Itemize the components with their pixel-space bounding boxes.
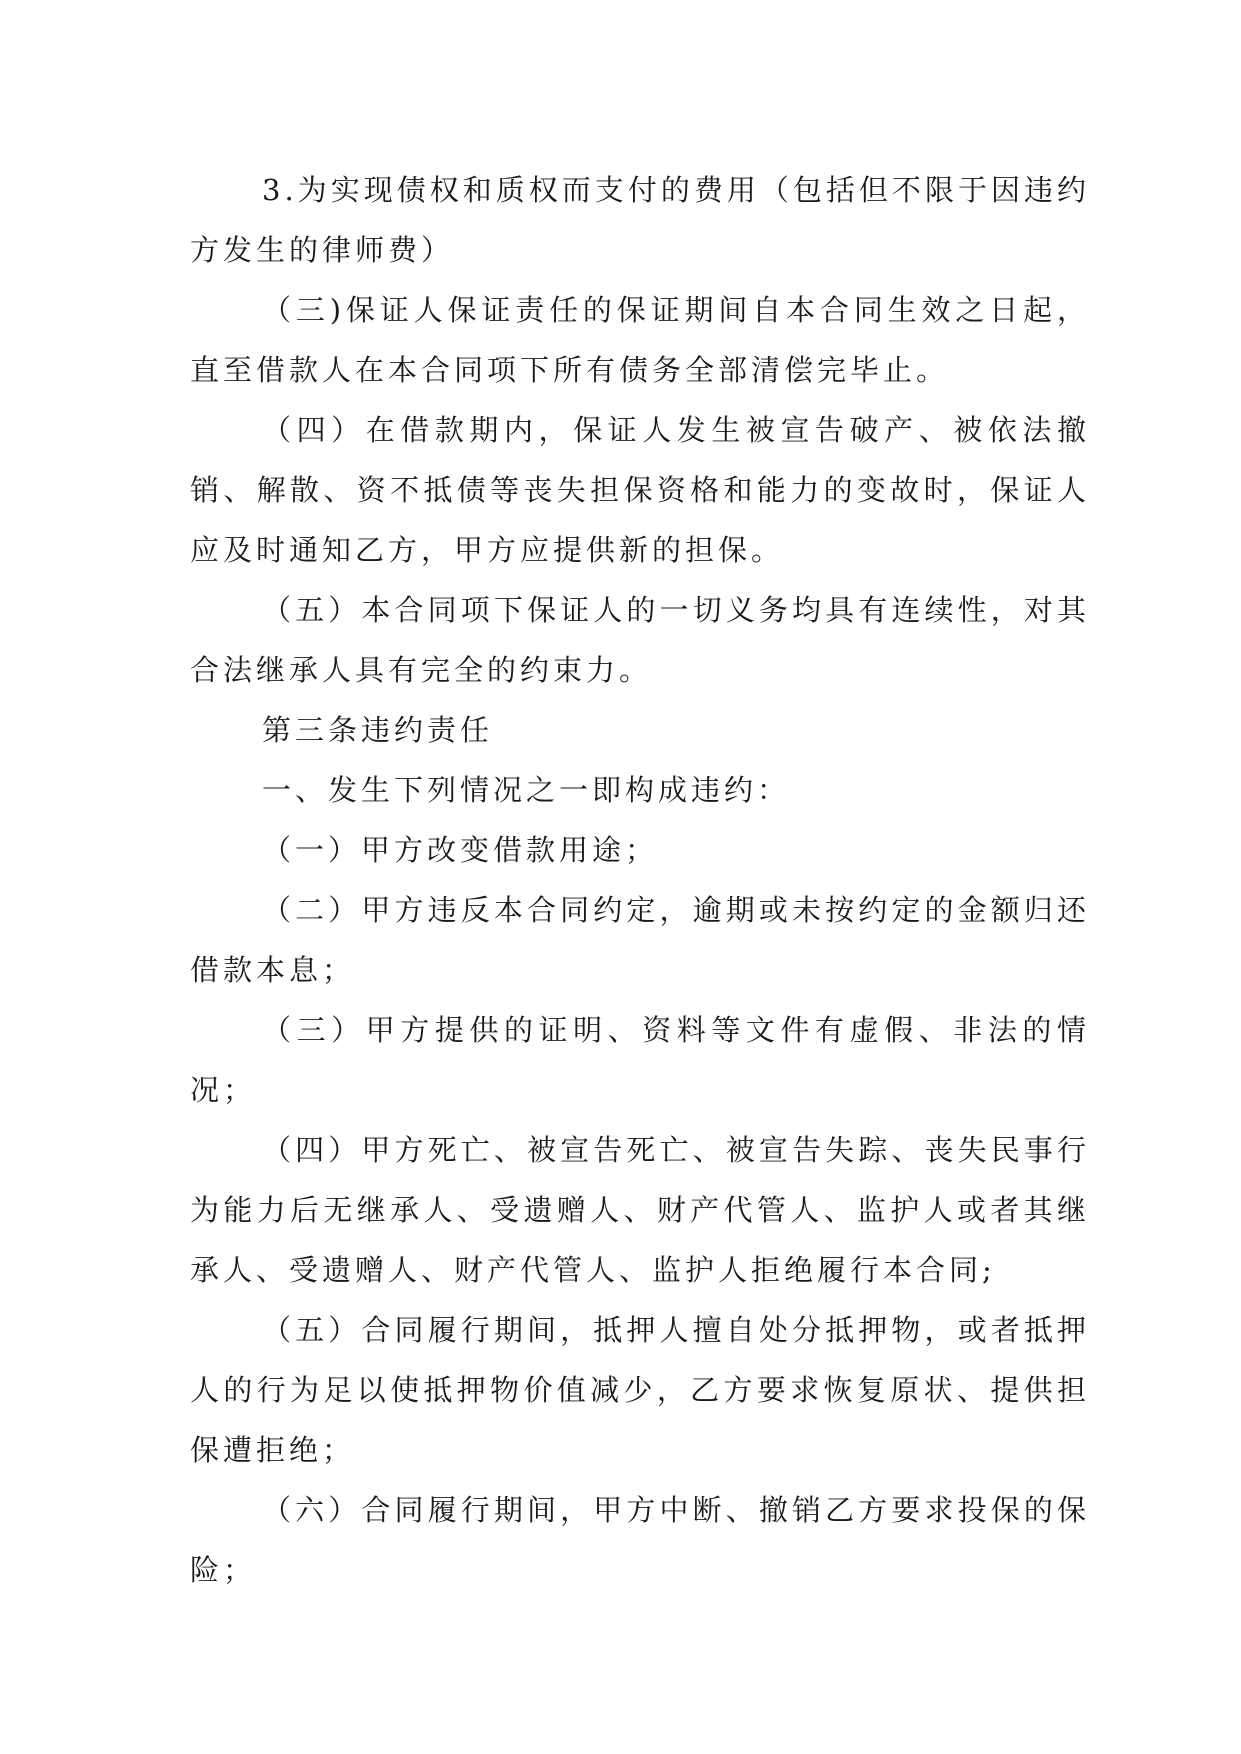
document-body: [190, 160, 1090, 1600]
paragraph: （二）甲方违反本合同约定，逾期或未按约定的金额归还借款本息；: [190, 893, 1090, 987]
paragraph: （五）合同履行期间，抵押人擅自处分抵押物，或者抵押人的行为足以使抵押物价值减少，乙方要求恢复原状、提供担保遭拒绝；: [190, 1313, 1090, 1467]
paragraph: （六）合同履行期间，甲方中断、撤销乙方要求投保的保险；: [190, 1493, 1090, 1587]
paragraph: （一）甲方改变借款用途；: [262, 833, 659, 867]
paragraph: （五）本合同项下保证人的一切义务均具有连续性，对其合法继承人具有完全的约束力。: [190, 593, 1090, 687]
paragraph: （三)保证人保证责任的保证期间自本合同生效之日起，直至借款人在本合同项下所有债务全部清偿完毕止。: [190, 293, 1090, 387]
paragraph: （四）甲方死亡、被宣告死亡、被宣告失踪、丧失民事行为能力后无继承人、受遗赠人、财产代管人、监护人或者其继承人、受遗赠人、财产代管人、监护人拒绝履行本合同;: [190, 1133, 1090, 1287]
section-heading: 第三条违约责任: [262, 713, 494, 747]
paragraph: （三）甲方提供的证明、资料等文件有虚假、非法的情况；: [190, 1013, 1090, 1107]
paragraph: （四）在借款期内，保证人发生被宣告破产、被依法撤销、解散、资不抵债等丧失担保资格和能力的变故时，保证人应及时通知乙方，甲方应提供新的担保。: [190, 413, 1090, 567]
paragraph: 3.为实现债权和质权而支付的费用（包括但不限于因违约方发生的律师费）: [190, 173, 1090, 267]
paragraph: 一、发生下列情况之一即构成违约：: [262, 773, 791, 807]
